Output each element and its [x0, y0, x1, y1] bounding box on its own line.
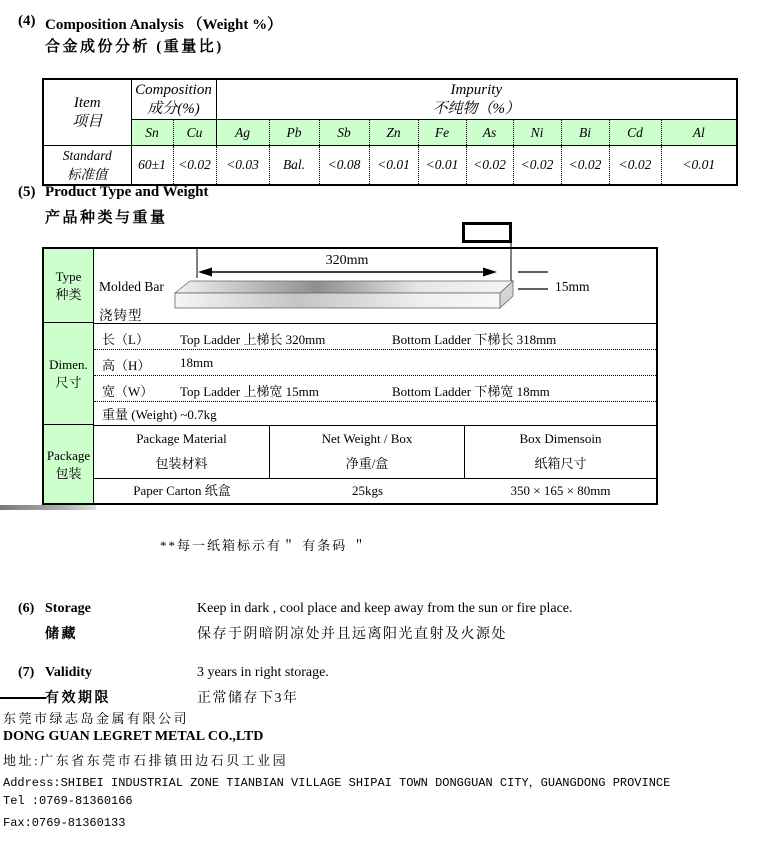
shadow-artifact	[0, 505, 96, 510]
height-dimension-label: 15mm	[555, 279, 590, 294]
element-fe: Fe	[418, 120, 466, 146]
dim-length-bottom: Bottom Ladder 下梯长 318mm	[392, 332, 557, 347]
storage-text-zh: 保存于阴暗阴凉处并且远离阳光直射及火源处	[197, 627, 507, 642]
impurity-label-en: Impurity	[450, 81, 503, 98]
impurity-label-zh: 不纯物（%）	[432, 100, 521, 117]
dim-width-bottom: Bottom Ladder 下梯宽 18mm	[392, 384, 550, 399]
carton-barcode-note: **每一纸箱标示有＂ 有条码 ＂	[160, 538, 368, 553]
element-sb: Sb	[319, 120, 369, 146]
type-value-en: Molded Bar	[99, 279, 164, 294]
element-as: As	[466, 120, 513, 146]
package-label-zh: 包装	[55, 465, 82, 481]
item-label-en: Item	[73, 94, 101, 111]
product-table	[42, 247, 658, 505]
dimension-label-zh: 尺寸	[55, 375, 82, 390]
value-ni: <0.02	[513, 146, 561, 186]
bar-end-view-rectangle	[462, 222, 512, 243]
type-label-en: Type	[55, 269, 82, 284]
type-value-zh: 浇铸型	[99, 308, 143, 323]
dim-width-top: Top Ladder 上梯宽 15mm	[180, 384, 319, 399]
value-bi: <0.02	[561, 146, 609, 186]
item-header-cell	[43, 79, 131, 146]
value-sb: <0.08	[319, 146, 369, 186]
type-label-zh: 种类	[55, 287, 82, 302]
dim-row-separator	[94, 375, 656, 376]
composition-label-zh: 成分(%)	[147, 100, 200, 117]
element-bi: Bi	[561, 120, 609, 146]
type-label-cell	[44, 249, 94, 323]
value-fe: <0.01	[418, 146, 466, 186]
section6-title-en: Storage	[45, 601, 91, 616]
section7-title-zh: 有效期限	[45, 691, 111, 706]
element-cu: Cu	[173, 120, 216, 146]
section4-title-en: Composition Analysis （Weight %）	[45, 17, 283, 33]
footer-tel: Tel :0769-81360166	[3, 794, 133, 808]
package-label-cell	[44, 425, 94, 503]
element-pb: Pb	[269, 120, 319, 146]
footer-company-en: DONG GUAN LEGRET METAL CO.,LTD	[3, 729, 264, 744]
dimension-label-cell	[44, 323, 94, 425]
value-cd: <0.02	[609, 146, 661, 186]
box-dimension-zh: 纸箱尺寸	[534, 456, 587, 471]
composition-table	[42, 78, 738, 186]
net-weight-zh: 净重/盒	[345, 456, 389, 471]
box-dimension-header	[465, 425, 656, 478]
net-weight-value: 25kgs	[351, 483, 384, 498]
section7-title-en: Validity	[45, 665, 92, 680]
element-ni: Ni	[513, 120, 561, 146]
section5-title-en: Product Type and Weight	[45, 184, 209, 200]
section5-number: (5)	[18, 184, 36, 200]
dimension-label-en: Dimen.	[49, 357, 88, 372]
section6-number: (6)	[18, 601, 35, 616]
row-separator	[94, 323, 656, 324]
net-weight-header	[270, 425, 465, 478]
dim-length-top: Top Ladder 上梯长 320mm	[180, 332, 326, 347]
element-al: Al	[661, 120, 737, 146]
footer-fax: Fax:0769-81360133	[3, 816, 126, 830]
dim-height-value: 18mm	[180, 355, 214, 370]
box-dimension-value: 350 × 165 × 80mm	[510, 483, 611, 498]
package-label-en: Package	[46, 447, 91, 463]
dim-height-label: 高（H）	[102, 358, 151, 373]
element-ag: Ag	[216, 120, 269, 146]
footer-rule	[0, 697, 46, 699]
validity-text-zh: 正常储存下3年	[197, 691, 299, 706]
composition-label-en: Composition	[135, 81, 212, 98]
dim-row-separator	[94, 349, 656, 350]
validity-text-en: 3 years in right storage.	[197, 665, 329, 680]
package-material-en: Package Material	[136, 431, 227, 446]
section4-title-zh: 合金成份分析 (重量比)	[45, 39, 224, 55]
dim-width-label: 宽（W）	[102, 384, 154, 399]
section6-title-zh: 储藏	[45, 627, 78, 642]
footer-company-zh: 东莞市绿志岛金属有限公司	[3, 711, 190, 726]
standard-label-cell	[43, 146, 131, 186]
section4-number: (4)	[18, 13, 36, 29]
composition-header-cell	[131, 79, 216, 120]
dim-weight-label: 重量 (Weight) ~0.7kg	[102, 407, 217, 422]
dim-length-label: 长（L）	[102, 332, 149, 347]
dim-row-separator	[94, 401, 656, 402]
package-material-zh: 包装材料	[155, 456, 208, 471]
element-symbol-row	[43, 120, 737, 146]
item-label-zh: 项目	[72, 113, 103, 130]
element-sn: Sn	[131, 120, 173, 146]
standard-value-row	[43, 146, 737, 186]
value-as: <0.02	[466, 146, 513, 186]
value-cu: <0.02	[173, 146, 216, 186]
value-ag: <0.03	[216, 146, 269, 186]
package-material-value: Paper Carton 纸盒	[133, 483, 231, 498]
storage-text-en: Keep in dark , cool place and keep away from the sun or fire place.	[197, 601, 573, 616]
standard-label-en: Standard	[62, 148, 112, 163]
length-dimension-label: 320mm	[325, 253, 369, 268]
net-weight-en: Net Weight / Box	[321, 431, 413, 446]
section7-number: (7)	[18, 665, 35, 680]
value-al: <0.01	[661, 146, 737, 186]
value-sn: 60±1	[131, 146, 173, 186]
element-zn: Zn	[369, 120, 418, 146]
impurity-header-cell	[216, 79, 737, 120]
footer-address-zh: 地址:广东省东莞市石排镇田边石贝工业园	[3, 753, 289, 768]
section5-title-zh: 产品种类与重量	[45, 210, 168, 226]
standard-label-zh: 标准值	[67, 167, 108, 182]
value-zn: <0.01	[369, 146, 418, 186]
box-dimension-en: Box Dimensoin	[519, 431, 602, 446]
value-pb: Bal.	[269, 146, 319, 186]
package-material-header	[94, 425, 270, 478]
footer-address-en: Address:SHIBEI INDUSTRIAL ZONE TIANBIAN VILLAGE SHIPAI TOWN DONGGUAN CITY，GUANGDONG PROVINCE	[3, 776, 671, 790]
element-cd: Cd	[609, 120, 661, 146]
